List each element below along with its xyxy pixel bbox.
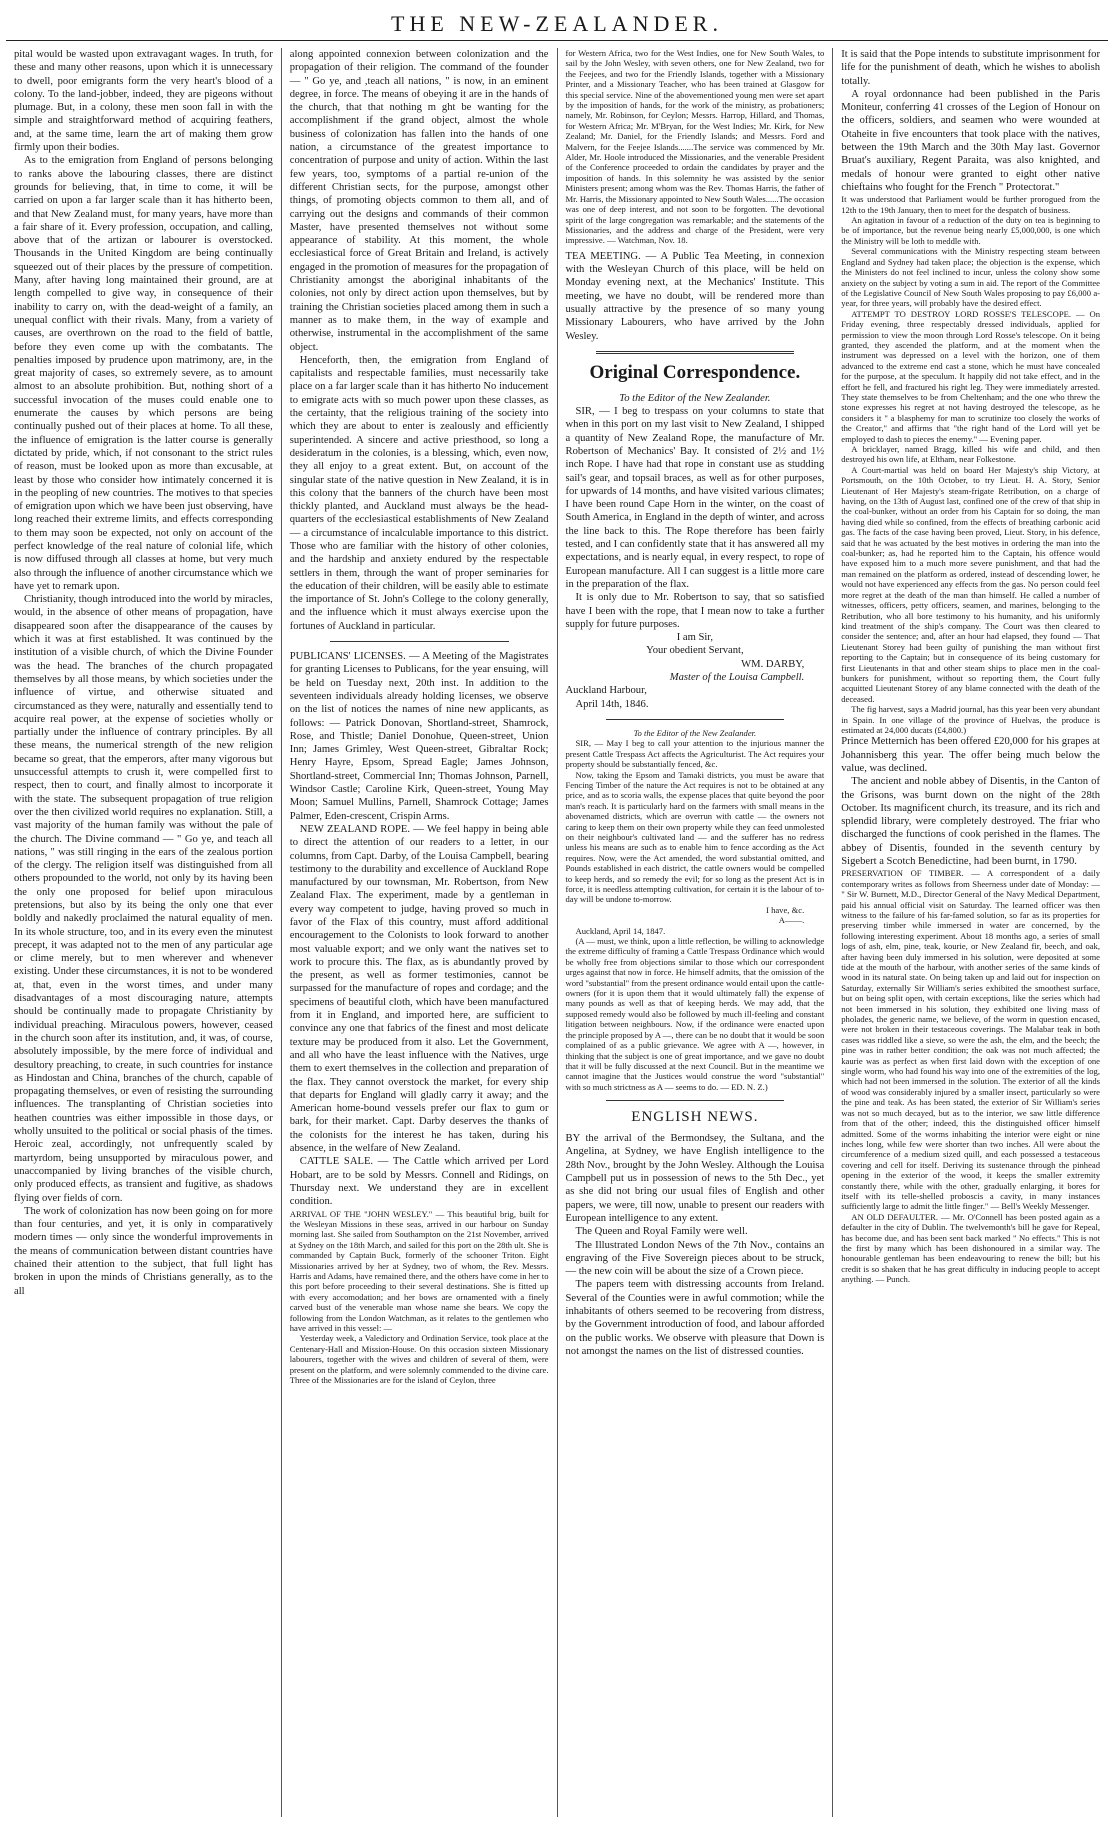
- column-4: [833, 48, 1108, 1817]
- english-news: [566, 1132, 825, 1358]
- letter-date: Auckland, April 14, 1847.: [575, 925, 666, 936]
- letter-body: Now, taking the Epsom and Tamaki districts, you must be aware that Fencing Timber of the nature the Act requires is not to be obtained at any price, and as to scoria walls, the expense places that quite beyond the poor man's reach. It is particularly hard on the farmers with small means in the abovenamed districts, which are overrun with cattle — the owners not caring to keep them on their own property while they can feed unmolested on their neighbour's cultivated land — and the sufferer has no redress unless his means are such as to enable him to fence according as the Act requires. Now, were the Act amended, the word substantial omitted, and Pounds established in each district, the cattle owners would be compelled to keep herds, and so remedy the evil; for so long as the present Act is in force, it is needless attempting cultivation, for certain it is the labour of to-day will be undone to-morrow.: [565, 769, 825, 905]
- letter-signature: A——.: [778, 915, 805, 926]
- john-wesley-article: [290, 1209, 549, 1386]
- tea-meeting: TEA MEETING. — A Public Tea Meeting, in connexion with the Wesleyan Church of this place, will be held on Monday evening next, at the Mechanics' Institute. This meeting, we have no doubt, will be rendered more than usually attractive by the presence of so many young Missionary Labourers, who have arrived by the John Wesley.: [565, 250, 825, 342]
- col4-para: The ancient and noble abbey of Disentis, in the Canton of the Grisons, was burnt down on the night of the 28th October. Its magnificent church, its treasure, and its rich and splendid library, were completely destroyed. The friar who discharged the functions of cook perished in the flames. The abbey of Disentis, founded in the seventh century by Sigebert a Scotch Benedictine, had been burnt, in 1790.: [841, 776, 1100, 868]
- letter-to: To the Editor of the New Zealander.: [633, 727, 757, 738]
- news-para: The Queen and Royal Family were well.: [575, 1226, 748, 1238]
- columns: [6, 48, 1108, 1817]
- letter-body: SIR, — May I beg to call your attention to the injurious manner the present Cattle Trespass Act affects the Agriculturist. The Act requires your property should be substantially fenced, &c.: [565, 738, 825, 770]
- news-para: The Illustrated London News of the 7th Nov., contains an engraving of the Five Sovereign pieces about to be struck, — the new coin will be about the size of a Crown piece.: [565, 1239, 825, 1278]
- divider: [330, 641, 509, 642]
- divider: [606, 1100, 785, 1101]
- col4-item: A bricklayer, named Bragg, killed his wife and child, and then destroyed his own life, at Eltham, near Folkestone.: [841, 444, 1100, 465]
- col4-item: A Court-martial was held on board Her Majesty's ship Victory, at Portsmouth, on the 10th October, to try Lieut. H. A. Story, Senior Lieutenant of Her Majesty's steam-frigate Retribution, on a charge of having, on the 13th of August last, confined one of the crew of that ship in the coal-bunker, without an order from his Captain for so doing, the man having died while so confined, from the effects of breathing carbonic acid gas. The facts of the case having been proved, Lieut. Story, in his defence, said that he was actuated by the best motives in ordering the man into the coal-bunker; as, had he reported him to the Captain, his offence would have exposed him to a much more severe punishment, and that had the man remained on the platform as ordered, instead of descending lower, he would not have experienced any effects from the gas. No person could feel more regret at the death of the man than himself. He called a number of witnesses, officers, petty officers, seamen, and marines, belonging to the Retribution, who all bore testimony to his humanity, and his uniformly kind treatment of the ship's company. The Court was then cleared to consider the sentence; and, after an hour had elapsed, they found — That Lieutenant Storey had been guilty of punishing the man without first reporting to the Captain; but in consequence of its being customary for first Lieutenants in that and other steam ships to place men in the coal-bunkers for punishment, without so reporting them, the Court fully acquitted Lieutenant Storey of any blame connected with the death of the deceased.: [841, 464, 1100, 704]
- col4-para: A royal ordonnance had been published in the Paris Moniteur, conferring 41 crosses of the Legion of Honour on the officers, soldiers, and seamen who were wounded at Otaheite in five encounters that took place with the natives, between the 19th March and the 30th May last. Governor Bruat's auxiliary, Regent Paraita, was also knighted, and medals of honour were granted to eight other native chieftains who fought for the French " Protectorat.": [841, 88, 1100, 193]
- missionaries-para: for Western Africa, two for the West Indies, one for New South Wales, to sail by the John Wesley, with seven others, one for New Zealand, two for the Feejees, and two for the Friendly Islands, together with a Missionary Printer, and a Missionary Teacher, who has been trained at Glasgow for this special service. Nine of the abovementioned young men were set apart by the imposition of hands, for the work of the ministry, as probationers; namely, Mr. Robinson, for Ceylon; Messrs. Harrop, Hillard, and Thomas, for Western Africa; Mr. M'Bryan, for the West Indies; Mr. Kirk, for New Zealand; Mr. Daniel, for the Friendly Islands; and Messrs. Ford and Malvern, for the Feejee Islands.......The service was commenced by Mr. Alder, Mr. Hoole introduced the Missionaries, and the venerable President of the Conference proceeded to ordain the candidates by prayer and the imposition of hands. In this solemnity he was assisted by the senior Ministers present; among whom was the Rev. Thomas Harris, the father of Mr. Harris, the Missionary appointed to New South Wales......The occasion was one of deep interest, and not soon to be forgotten. The devotional spirit of the large congregation was remarkable; and the statements of the Missionaries, and the address and charge of the President, were very impressive. — Watchman, Nov. 18.: [565, 48, 825, 246]
- col4-item: ATTEMPT TO DESTROY LORD ROSSE'S TELESCOPE. — On Friday evening, three respectably dressed individuals, applied for permission to view the moon through Lord Rosse's telescope. On it being granted, they ascended the platform, and at the moment when the instrument was depressed on a level with the horizon, one of them advanced to the extreme end cast a stone, which he must have concealed for the purpose, at the speculum. It happily did not take effect, and in the effort he fell, and fractured his right leg. They were immediately arrested. They state themselves to be from Cheltenham; and the one who threw the stone expresses his regret at not having destroyed the telescope, as he considers it " a blasphemy for man to scrutinize too closely the works of the Creator," and affirms that "the right hand of the Lord will yet be employed to dash to pieces the enemy." — Evening paper.: [841, 308, 1100, 444]
- publicans-licenses: PUBLICANS' LICENSES. — A Meeting of the Magistrates for granting Licenses to Publicans, for the year ensuing, will be held on Tuesday next, 20th inst. In addition to the seventeen individuals already holding licenses, we observe on the list of notices the names of nine new applicants, as follows: — Patrick Donovan, Shortland-street, Shamrock, Rose, and Thistle; Daniel Donohue, Queen-street, Union Inn; James Grimley, West Queen-street, Gibraltar Rock; Henry Hayre, Epsom, Spread Eagle; James Johnson, Shortland-street, Commercial Inn; Thomas Johnson, Parnell, Windsor Castle; Caroline Kirk, Queen-street, Young May Moon; Samuel Mullins, Parnell, Shamrock Cottage; James Palmer, Eden-crescent, Crispin Arms.: [289, 651, 549, 822]
- john-wesley-para: ARRIVAL OF THE "JOHN WESLEY." — This beautiful brig, built for the Wesleyan Missions in these seas, arrived in our harbour on Sunday morning last. She sailed from Southampton on the 21st November, arrived at Sydney on the 18th March, and sailed for this port on the 28th ult. She is commanded by Captain Buck, formerly of the schooner Triton. Eight Missionaries arrived by her at Sydney, two of whom, the Rev. Messrs. Harris and Adams, have remained there, and the others have come in her to this port before proceeding to their several destinations. She is fitted up with every accomodation; and her bows are ornamented with a finely carved bust of the venerable man whose name she bears. We copy the following from the London Watchman, as it relates to the gentlemen who have arrived in this vessel: —: [289, 1208, 549, 1333]
- new-zealand-rope: NEW ZEALAND ROPE. — We feel happy in being able to direct the attention of our readers to a letter, in our columns, from Capt. Darby, of the Louisa Campbell, bearing testimony to the durability and excellence of Auckland Rope manufactured by our townsman, Mr. Robertson, from New Zealand Flax. The experiment, made by a gentleman in every way competent to judge, having proved so much in favor of the Flax of this country, must afford additional encouragement to the Colonists to look forward to another most valuable export; and we only want the natives set to work to procure this. The flax, as is abundantly proved by the present, as well as former testimonies, cannot be surpassed for the manufacture of ropes and cordage; and the specimens of beautiful cloth, which have been manufactured from it in England, and imported here, are sufficient to convince any one that fabrics of the finest and most delicate texture may be produced from it also. Let the Government, and all who have the least influence with the Natives, urge them to exert themselves in the collection and preparation of the flax. They cannot overstock the market, for every ship that departs for England will gladly carry it away; and the American home-bound vessels prefer our flax to gum or bark, for their market. Capt. Darby deserves the thanks of the colonists for the interest he has taken, during his absence, in the welfare of New Zealand.: [289, 823, 549, 1155]
- col4-item: Several communications with the Ministry respecting steam between England and Sydney had taken place; the objection is the expense, which the Ministers do not feel inclined to incur, unless the colony show some anxiety on the subject by voting a sum in aid. The report of the Committee of the Legislative Council of New South Wales proposing to pay £6,000 a-year, for three years, will probably have the desired effect.: [841, 246, 1100, 309]
- english-news-heading: ENGLISH NEWS.: [631, 1109, 759, 1126]
- letter-cattle-trespass: [566, 728, 825, 1092]
- news-para: BY the arrival of the Bermondsey, the Sultana, and the Angelina, at Sydney, we have English intelligence to the 28th Nov., brought by the John Wesley. Although the Louisa Campbell put us in possession of news to the 5th Dec., yet as she did not bring our usual files of English and other papers, we were, till now, unable to present our readers with European intelligence to any extent.: [565, 1133, 825, 1224]
- letter-close: I have, &c.: [766, 904, 805, 915]
- col4-small-news: [841, 194, 1100, 735]
- col4-para: Prince Metternich has been offered £20,000 for his grapes at Johannisberg this year. The offer being much below the value, was declined.: [841, 736, 1100, 774]
- col2-para: along appointed connexion between colonization and the propagation of their religion. The command of the founder — " Go ye, and ,teach all nations, " is now, in an eminent degree, in force. The means of obeying it are in the hands of the church, that that nothing m ght be wanting for the accomplishment if the grand object, almost the whole business of colonization has fallen into the hands of one nation, a circumstance of the greatest importance to concentration of purpose and unity of action. Within the last few years, too, symptoms of a partial re-union of the different Christian sects, for the purpose, amongst other things, of promoting objects common to them all, and of carrying out the designs and commands of their common Master, have presented themselves not without some appearance of stability. At this moment, the whole ecclesiastical force of Great Britain and Ireland, is actively engaged in the promotion of measures for the propagation of Christianity amongst the aboriginal inhabitants of the colonies, not only by direct action upon themselves, but by training the Christian societies placed among them in such a manner as to make them, in the way of example and otherwise, instrumental in the accomplishment of the same object.: [289, 49, 549, 353]
- column-1: [6, 48, 282, 1817]
- letter-place: Auckland Harbour,: [565, 685, 647, 697]
- col4-para: It is said that the Pope intends to substitute imprisonment for life for the punishment of death, which he wishes to abolish totally.: [841, 49, 1100, 87]
- divider: [606, 719, 785, 720]
- john-wesley-para: Yesterday week, a Valedictory and Ordination Service, took place at the Centenary-Hall and Mission-House. On this occasion sixteen Missionary labourers, together with the wives and children of several of them, were present on the platform, and were solemnly commended to the divine care. Three of the Missionaries are for the island of Ceylon, three: [289, 1333, 549, 1386]
- missionaries-continued: [566, 48, 825, 246]
- col1-para: pital would be wasted upon extravagant wages. In truth, for these and many other reasons, upon which it is unnecessary to dwell, poor emigrants form the very heart's blood of a colony. To the land-jobber, indeed, they are pigeons without plumage. But, in a colony, these men soon fall in with the simple and straightforward method of acquiring feathers, and, at the same time, learn the art of making them grow firmly upon their bodies.: [14, 49, 273, 154]
- col4-item: AN OLD DEFAULTER. — Mr. O'Connell has been posted again as a defaulter in the city of Dublin. The twelvemonth's bill he gave for Repeal, has become due, and has been sent back marked " No effects." This is not the first by many which has been dishonoured in a similar way. The honourable gentleman has been endeavouring to renew the bill; but his credit is so shaken that he has great difficulty in inducing people to accept anything. — Punch.: [841, 1211, 1100, 1285]
- col1-para: Christianity, though introduced into the world by miracles, would, in the absence of other means of propagation, have disappeared soon after the disappearance of the causes by which it was at first established. It was continued by the institution of a visible church, of which the Divine Founder was the head. The branches of the church propagated themselves by all those means, by which societies under the influence of virtue, and otherwise situated and circumstanced as they were, naturally and essentially tend to acquire real power, at the expense of societies wholly or partially under the influence of contrary principles. By all these means, the numerical strength of the new religion became so great, that the emperors, after many vigorous but unsuccessful attempts to crush it, were compelled first to respect, then to court, and finally almost to incorporate it with the state. The subsequent propagation of true religion over the then civilized world requires no explanation. Still, a vast majority of the human family was without the pale of the church. The Divine command — " Go ye, and teach all nations, " was still ringing in the ears of the zealous portion of the clergy. The religion itself was distinguished from all others propounded to the world, not only by its having been the only one proposed for belief upon miraculous pretensions, but also by its being the only one that ever boldly and nakedly proclaimed the natural equality of men. In its whole structure, too, and in its every even the minutest precept, it was adapted not to the men of any particular age or clime merely, but to men wherever and whenever existing. Under these circumstances, it is not to be wondered at, that, even in the worst times, and under many disadvantages of a most discouraging nature, attempts should be continually made to propagate Christianity by individual preaching. Miraculous powers, however, ceased in the church soon after its institution, and, it was, of course, absolutely impossible, by the mere force of individual and desultory preaching, to create, in such countries for instance as Hindostan and China, branches of the church, capable of propagating themselves, or even of resisting the surrounding influences. The transplanting of Christian societies into heathen countries was either impossible in those days, or wholly unsuited to the political or social phasis of the times. Heroic zeal, accordingly, not unfrequently scaled by martyrdom, being unsupported by miraculous power, and unaccompanied by living branches of the visible church, only produced effects, as transient and fugitive, as shadows flying over fields of corn.: [14, 594, 273, 1204]
- divider: [596, 351, 795, 354]
- letter-to: To the Editor of the New Zealander.: [619, 392, 771, 404]
- letter-darby: [566, 392, 825, 711]
- letter-close2: Your obedient Servant,: [646, 645, 744, 657]
- col4-item: An agitation in favour of a reduction of the duty on tea is beginning to be of importance, but the revenue being nearly £5,000,000, is one which the Ministry will be loth to meddle with.: [841, 215, 1100, 246]
- correspondence-heading: Original Correspondence.: [589, 361, 801, 383]
- column-3: [558, 48, 834, 1817]
- col1-para: The work of colonization has now been going on for more than four centuries, and yet, it is only in comparatively modern times — only since the wonderful improvements in the means of communication between distant countries have chained their attention to the subject, that full light has broken in upon the minds of Christians generally, as to the all: [14, 1205, 273, 1297]
- masthead: THE NEW-ZEALANDER.: [6, 8, 1108, 41]
- col1-para: As to the emigration from England of persons belonging to ranks above the labouring classes, there are distinct grounds for believing, that, in time to come, it will be carried on upon a far larger scale than it has hitherto been, and that New Zealand must, for many years, have more than a fair share of it. Every profession, occupation, and calling, above that of the artizan or labourer is overstocked. Thousands in the United Kingdom are being continually squeezed out of their places by the pressure of competition. Many, after having long maintained their ground, are at length compelled to give way, in consequence of their inability to carry on, with the dead-weight of a family, an unequal conflict with their rivals. Many, from a variety of causes, are overthrown on the road to the field of battle, before they even come up with the combatants. The penalties imposed by prudence upon matrimony, are, in the great majority of cases, so extremely severe, as to amount almost to an absolute prohibition. But, nothing short of a successful invocation of the muses could enable one to enumerate the causes by which persons are being continually pushed out of their places at home. To all these, the influence of emigration is the latter course is generally dictated by pride, which, if not consonant to the strict rules of reason, must be looked upon as more than excusable, at least by those who consider how intimately concerned it is in the peopling of new countries. The motives to that species of emigration upon which we have been just observing, have long reached their extreme limits, and effects corresponding to them may soon be expected, not only on account of the perfect knowledge of the real nature of colonial life, which is now diffused through all classes at home, but very much also through the influence of another circumstance which we have yet to remark upon.: [14, 155, 273, 592]
- editor-note: (A — must, we think, upon a little reflection, be willing to acknowledge the extreme difficulty of framing a Cattle Trespass Ordinance which would be wholly free from objections similar to those which our correspondent urges against that now in force. He himself admits, that the omission of the word "substantial" from the present ordinance would entail upon the cattle-owners (for it is upon them that it would ultimately fall) the expense of many pounds as well as that of keeping herds. We may add, that the supposed remedy would also be followed by much ill-feeling and constant litigation between neighbours. Now, if the ordinance were enacted upon the principle proposed by A —, there can be no doubt that it would be soon complained of as a public grievance. We agree with A —, however, in thinking that the subject is one of great importance, and we gave no doubt that it will be fully discussed at the next Council. But in the meantime we cannot imagine that the Justices would construe the word "substantial" with so much strictness as A — seems to do. — ED. N. Z.): [565, 936, 825, 1092]
- letter-signature: WM. DARBY,: [741, 658, 805, 670]
- letter-close: I am Sir,: [676, 632, 714, 644]
- col4-item: PRESERVATION OF TIMBER. — A correspondent of a daily contemporary writes as follows from Sheerness under date of Monday: — " Sir W. Burnett, M.D., Director General of the Navy Medical Department, paid his annual official visit on Saturday. The learned officer was then witness to the failure of his far-famed solution, so far as its properties for preserving timber while immersed in water are concerned, by the following interesting experiment. About 18 months ago, a series of small logs of ash, elm, pine, teak, kourie, or New Zealand fir, beech, and oak, after having been duly immersed in his solution, were deposited at some tide at the mouth of the harbour, with another series of the same kinds of wood in its natural state. On being taken up and laid out for inspection on Saturday, externally Sir William's series exhibited the smoothest surface, but on being split open, with certain exceptions, like the series which had not been immersed in his solution, they exhibited one living mass of pholades, the generic name, we believe, of the worm in question encased, were not broken in their testaceous coverings. The Malabar teak in both cases was riddled like a sieve, so were the ash, the elm, and the beech; the pine was in rather better condition; the oak was not much affected; the kaurie was as perfect as when first laid down with the exception of one single worm, who had found his way into one of the extremities of the log, which had not been immersed in the solution. The exterior of all the kinds of wood was considerably injured by a smaller insect, particularly so were the pine and teak. As has been stated, the exterior of Sir William's series was not so much decayed, but as to the interior, we saw little difference from that of the other; indeed, this the distinguished officer himself admitted. Some of the worms inhabiting the interior were eight or nine inches long, while few were shorter than two inches. All were about the circumference of a medium sized quill, and each possessed a testaceous covering and cell for itself. Deriving its sustenance through the pinhead opening in the exterior of the wood, it keeps the smaller extremity constantly there, while with the other, gradually enlarging, it bores for itself with its telle-shelled proboscis a cavity, in many instances sufficiently large to admit the little finger." — Bell's Weekly Messenger.: [841, 868, 1100, 1212]
- col4-small-news-2: [841, 868, 1100, 1284]
- col4-item: The fig harvest, says a Madrid journal, has this year been very abundant in Spain. In one village of the province of Huelvas, the produce is estimated at 24,000 ducats (£4,800.): [841, 704, 1100, 735]
- col2-para: Henceforth, then, the emigration from England of capitalists and respectable families, must necessarily take place on a far larger scale than it has hitherto No inducement to emigrate acts with so much power upon these classes, as the certainty, that the religious training of the society into which they are about to enter is zealously and efficiently superintended. A sincere and active priesthood, so long a desideratum in the colonies, is a blessing, which, even now, they all enjoy to a great extent. But, on account of the singular state of the native question in New Zealand, it is in this colony that the banners of the church have been most thickly planted, and Auckland must always be the head-quarters of the ecclesiastical establishments of New Zealand — a circumstance of incalculable importance to this district. Those who are familiar with the history of other colonies, and the hardship and anxiety endured by the respectable settlers in them, through the want of proper seminaries for the education of their children, will be easily able to estimate the importance of St. John's College to the colony generally, and the influence which it must always exercise upon the fortunes of Auckland in particular.: [289, 354, 549, 632]
- col4-item: It was understood that Parliament would be further prorogued from the 12th to the 19th January, then to meet for the despatch of business.: [841, 194, 1100, 215]
- letter-role: Master of the Louisa Campbell.: [669, 672, 805, 684]
- letter-date: April 14th, 1846.: [575, 698, 649, 710]
- letter-body: SIR, — I beg to trespass on your columns to state that when in this port on my last visit to New Zealand, I shipped a quantity of New Zealand Rope, the manufacture of Mr. Robertson of Mechanics' Bay. It consisted of 2½ and 1½ inch Rope. I have had that rope in constant use as studding sail's gear, and topsail braces, as well as for other purposes, for upwards of 14 months, and have visited various climates; I have been round Cape Horn in the winter, on the coast of South America, in England in the depth of winter, and across the line back to this. The Rope therefore has been fairly tested, and I can confidently state that it has answered all my expectations, and is nearly equal, in every respect, to rope of European manufacture. All I can suggest is a little more care in the preparation of the flax.: [565, 406, 825, 590]
- column-2: [282, 48, 558, 1817]
- news-para: The papers teem with distressing accounts from Ireland. Several of the Counties were in awful commotion; while the inhabitants of others seemed to be recovering from distress, by the Government introduction of food, and labour afforded on the public works. We observe with pleasure that Down is not amongst the names on the list of distressed counties.: [565, 1279, 825, 1357]
- letter-body: It is only due to Mr. Robertson to say, that so satisfied have I been with the rope, that I mean now to take a further supply for future purposes.: [565, 592, 825, 630]
- cattle-sale: CATTLE SALE. — The Cattle which arrived per Lord Hobart, are to be sold by Messrs. Connell and Ridings, on Thursday next. We understand they are in excellent condition.: [289, 1156, 549, 1208]
